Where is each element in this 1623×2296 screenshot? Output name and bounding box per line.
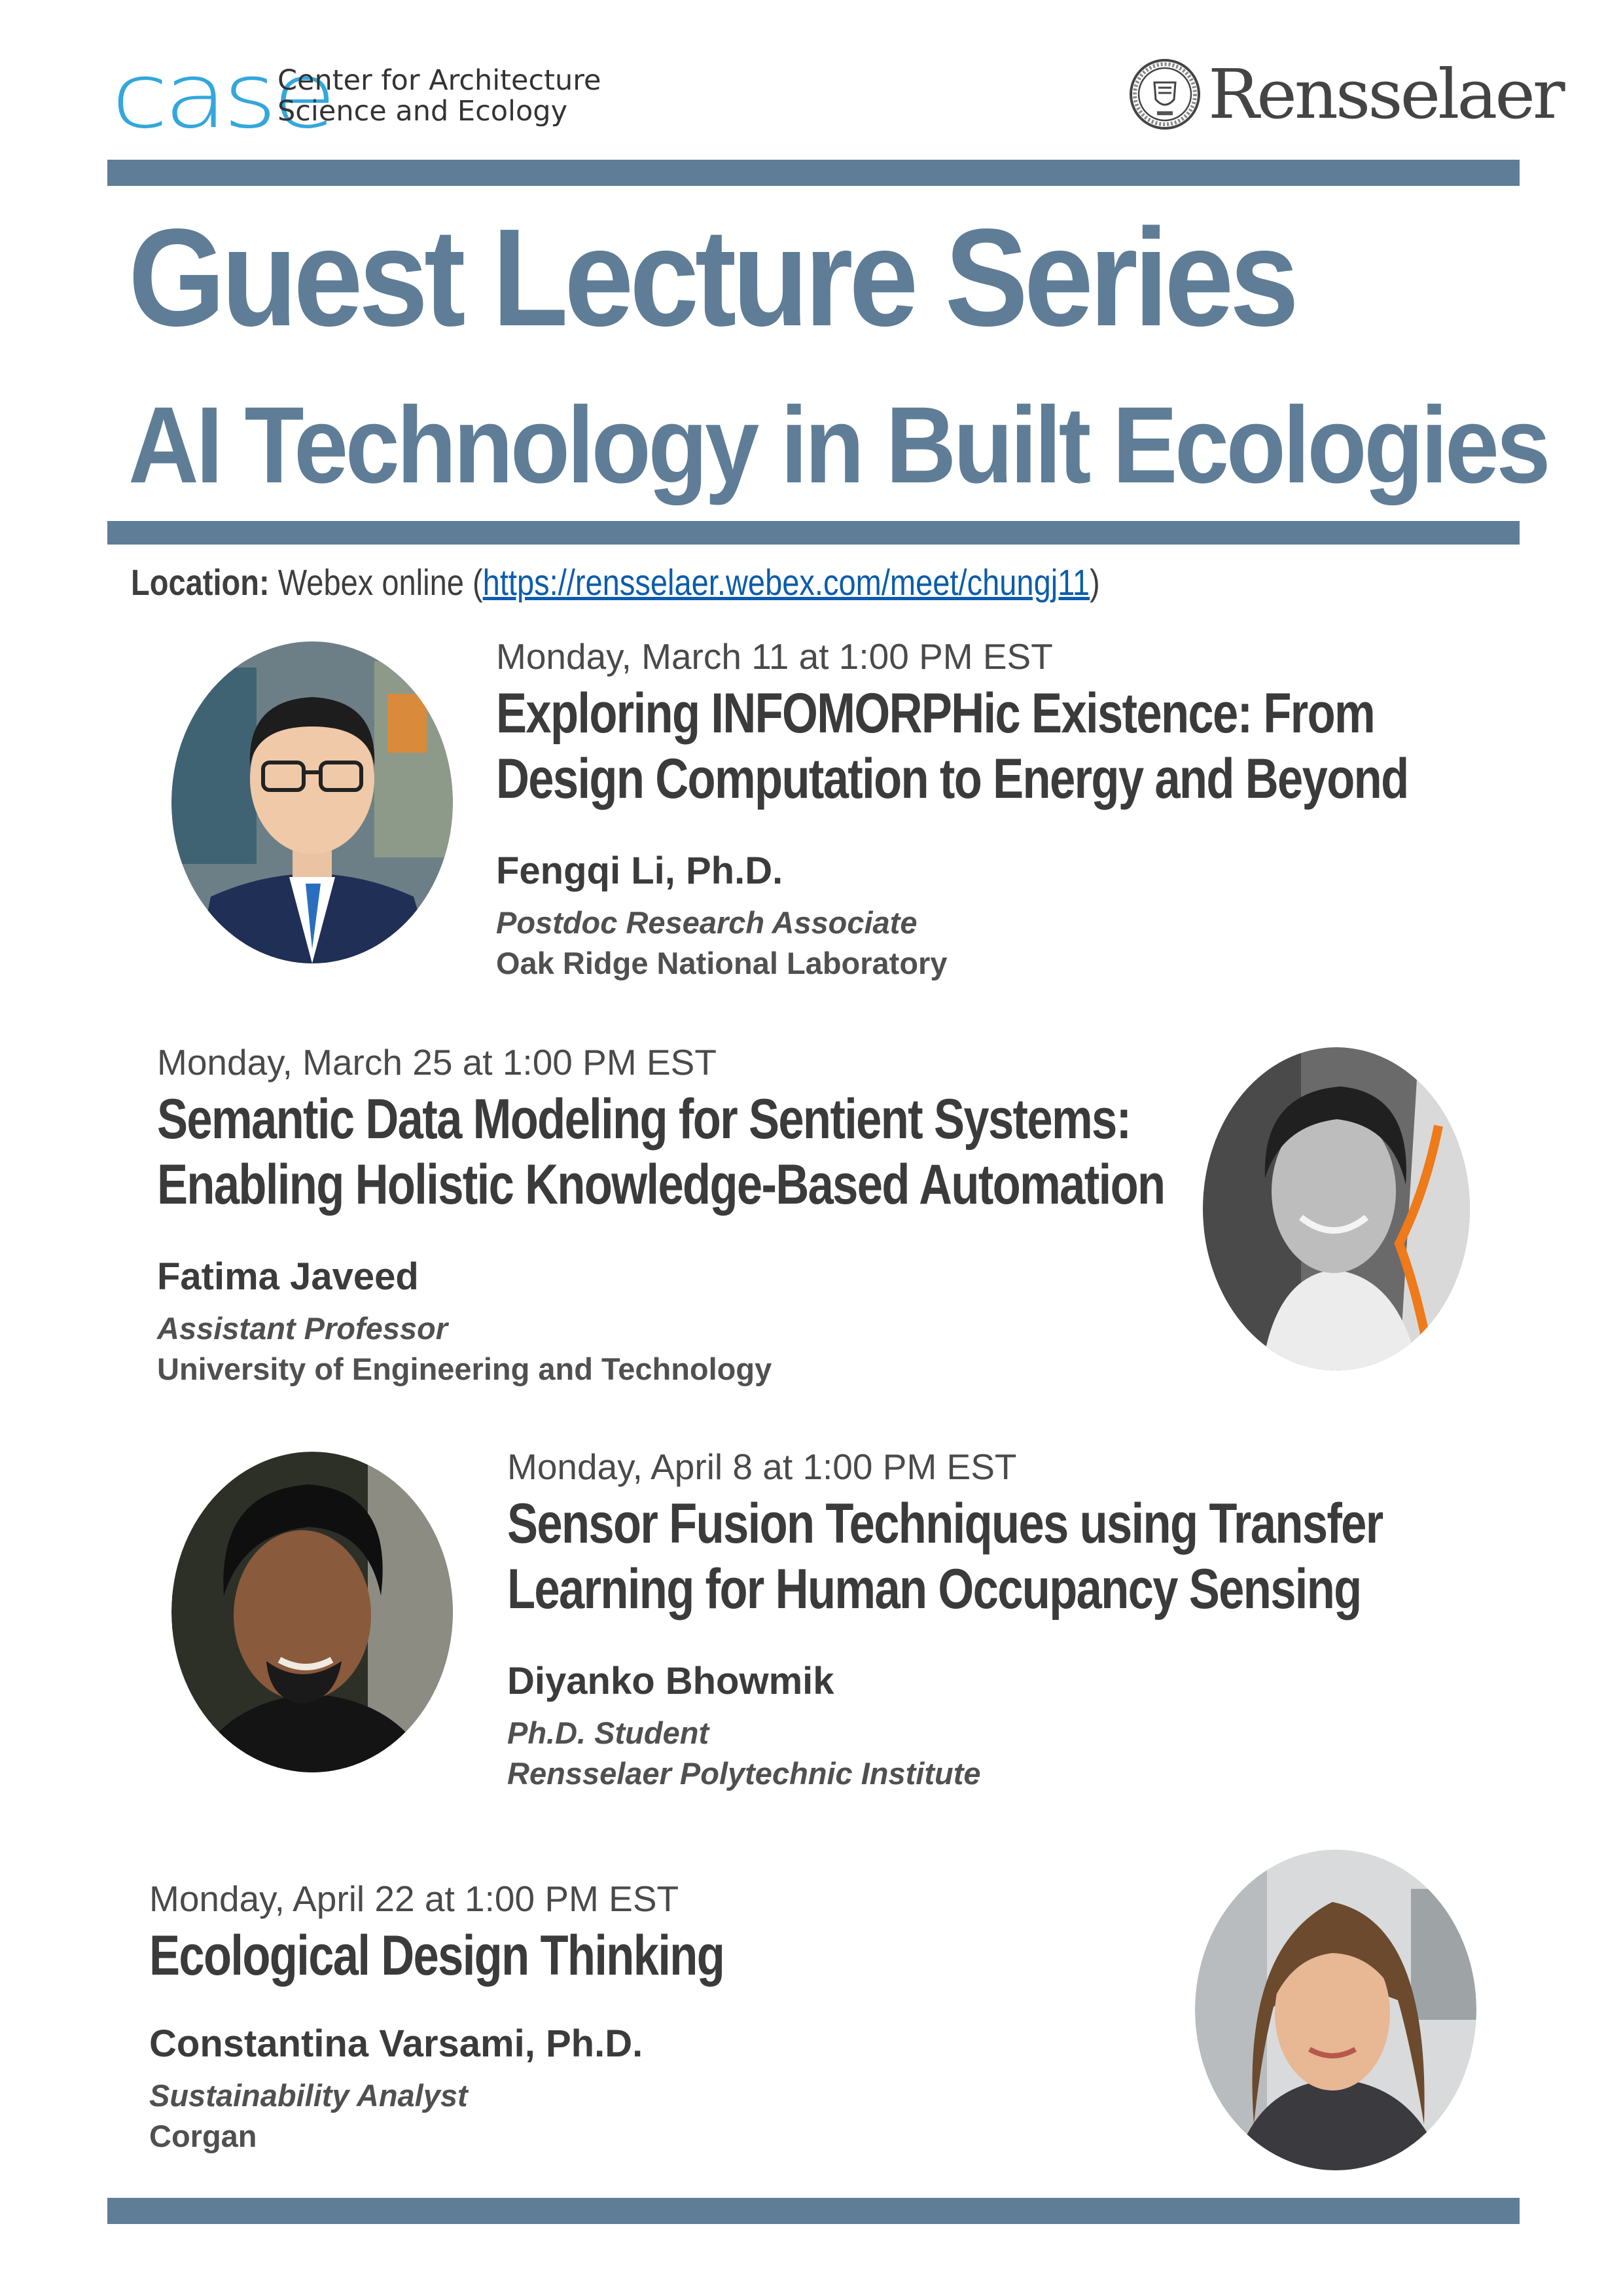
case-logo-wordmark: case <box>111 43 332 149</box>
speaker-photo-diyanko-bhowmik <box>171 1452 453 1772</box>
webex-link[interactable]: https://rensselaer.webex.com/meet/chungj11 <box>482 562 1090 603</box>
location-close: ) <box>1090 562 1100 603</box>
lecture-title-line1: Ecological Design Thinking <box>149 1924 724 1987</box>
title-divider <box>107 521 1520 545</box>
top-divider <box>107 160 1520 186</box>
rensselaer-seal-icon <box>1128 58 1202 131</box>
lecture-title-line1: Exploring INFOMORPHic Existence: From <box>496 682 1375 745</box>
case-logo-name <box>277 65 601 127</box>
speaker-org: Oak Ridge National Laboratory <box>496 946 948 980</box>
speaker-name: Fengqi Li, Ph.D. <box>496 850 783 892</box>
page-subtitle: AI Technology in Built Ecologies <box>128 385 1548 506</box>
speaker-name: Constantina Varsami, Ph.D. <box>149 2022 643 2065</box>
speaker-role: Assistant Professor <box>157 1311 448 1346</box>
lecture-title-line1: Sensor Fusion Techniques using Transfer <box>507 1492 1383 1555</box>
speaker-photo-constantina-varsami <box>1195 1850 1476 2170</box>
lecture-date: Monday, March 25 at 1:00 PM EST <box>157 1042 717 1083</box>
speaker-role: Ph.D. Student <box>507 1715 709 1750</box>
speaker-org: University of Engineering and Technology <box>157 1352 772 1386</box>
page-title: Guest Lecture Series <box>128 200 1295 355</box>
lecture-title-line2: Design Computation to Energy and Beyond <box>496 747 1408 810</box>
bottom-divider <box>107 2198 1520 2224</box>
lecture-date: Monday, March 11 at 1:00 PM EST <box>496 636 1053 677</box>
speaker-photo-fengqi-li <box>171 641 453 963</box>
lecture-date: Monday, April 8 at 1:00 PM EST <box>507 1446 1017 1487</box>
speaker-org: Corgan <box>149 2119 257 2153</box>
lecture-date: Monday, April 22 at 1:00 PM EST <box>149 1878 679 1919</box>
location-text: Webex online ( <box>277 562 483 603</box>
lecture-title-line2: Enabling Holistic Knowledge-Based Automation <box>157 1153 1165 1216</box>
speaker-role: Sustainability Analyst <box>149 2078 468 2113</box>
speaker-org: Rensselaer Polytechnic Institute <box>507 1756 981 1791</box>
location-label: Location: <box>131 562 270 603</box>
case-name-line1: Center for Architecture <box>277 64 601 97</box>
speaker-name: Diyanko Bhowmik <box>507 1660 834 1702</box>
speaker-role: Postdoc Research Associate <box>496 905 918 940</box>
rensselaer-wordmark: Rensselaer <box>1208 54 1563 134</box>
location-line <box>131 564 1100 601</box>
lecture-title-line1: Semantic Data Modeling for Sentient Systems: <box>157 1088 1131 1151</box>
lecture-title-line2: Learning for Human Occupancy Sensing <box>507 1558 1361 1621</box>
speaker-name: Fatima Javeed <box>157 1255 419 1298</box>
case-name-line2: Science and Ecology <box>277 95 568 128</box>
speaker-photo-fatima-javeed <box>1203 1047 1470 1371</box>
